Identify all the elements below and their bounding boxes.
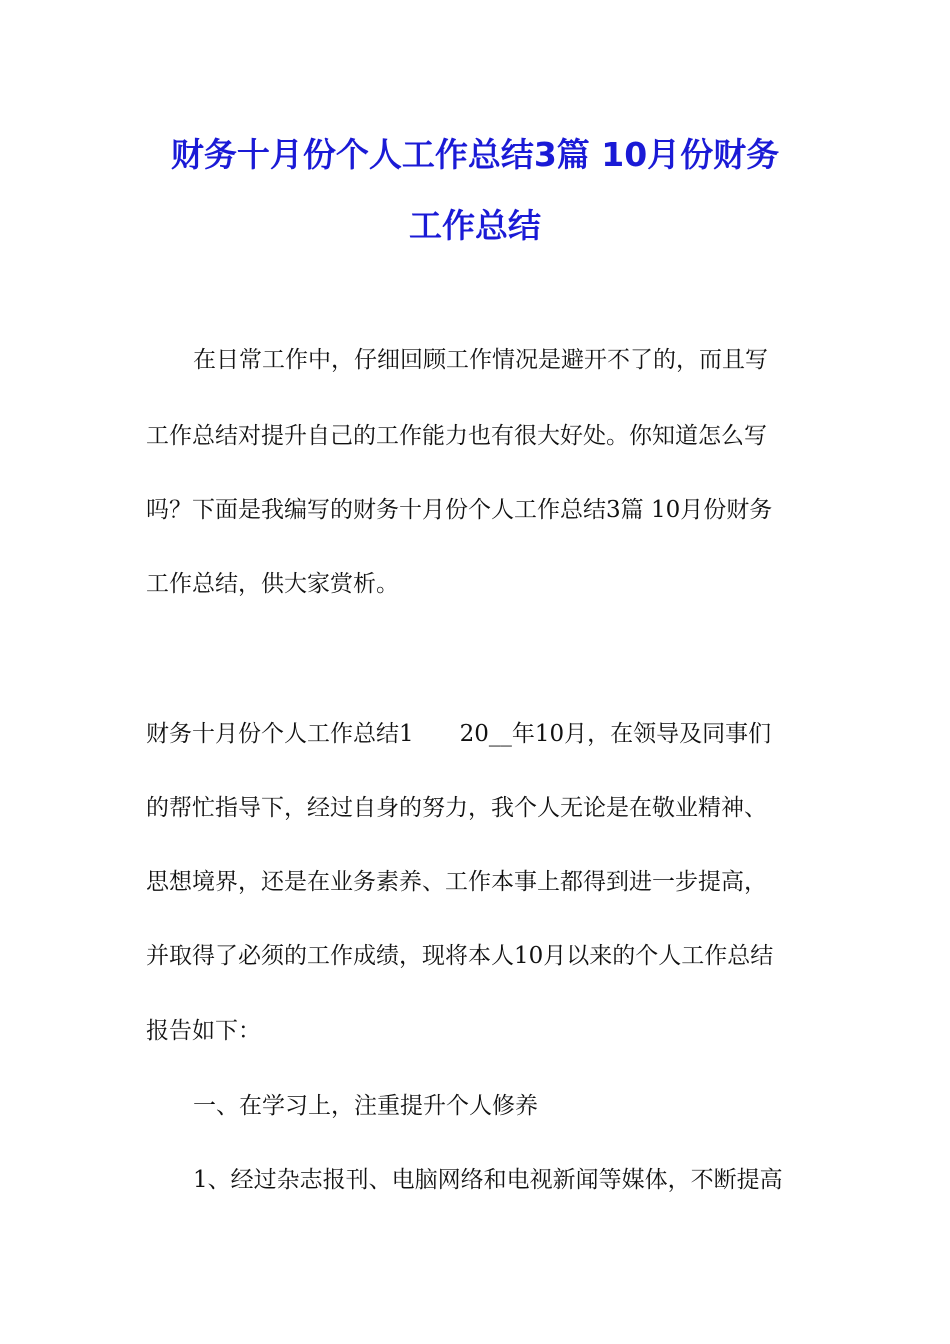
intro-line-3: 吗？下面是我编写的财务十月份个人工作总结3篇 10月份财务 xyxy=(146,497,773,523)
list-item-1: 1、经过杂志报刊、电脑网络和电视新闻等媒体，不断提高 xyxy=(193,1167,783,1193)
section1-line-5: 报告如下： xyxy=(146,1018,261,1044)
intro-line-4: 工作总结，供大家赏析。 xyxy=(146,571,399,597)
intro-line-1: 在日常工作中，仔细回顾工作情况是避开不了的，而且写 xyxy=(193,347,768,373)
section1-line-2: 的帮忙指导下，经过自身的努力，我个人无论是在敬业精神、 xyxy=(146,795,767,821)
document-title-line-1: 财务十月份个人工作总结3篇 10月份财务 xyxy=(170,135,780,174)
intro-line-2: 工作总结对提升自己的工作能力也有很大好处。你知道怎么写 xyxy=(146,423,767,449)
section-heading-1: 一、在学习上，注重提升个人修养 xyxy=(193,1093,538,1119)
section1-line-1: 财务十月份个人工作总结1 20__年10月，在领导及同事们 xyxy=(146,721,772,747)
section1-line-4: 并取得了必须的工作成绩，现将本人10月以来的个人工作总结 xyxy=(146,943,774,969)
section1-line-3: 思想境界，还是在业务素养、工作本事上都得到进一步提高， xyxy=(146,869,767,895)
document-title-line-2: 工作总结 xyxy=(409,206,541,245)
